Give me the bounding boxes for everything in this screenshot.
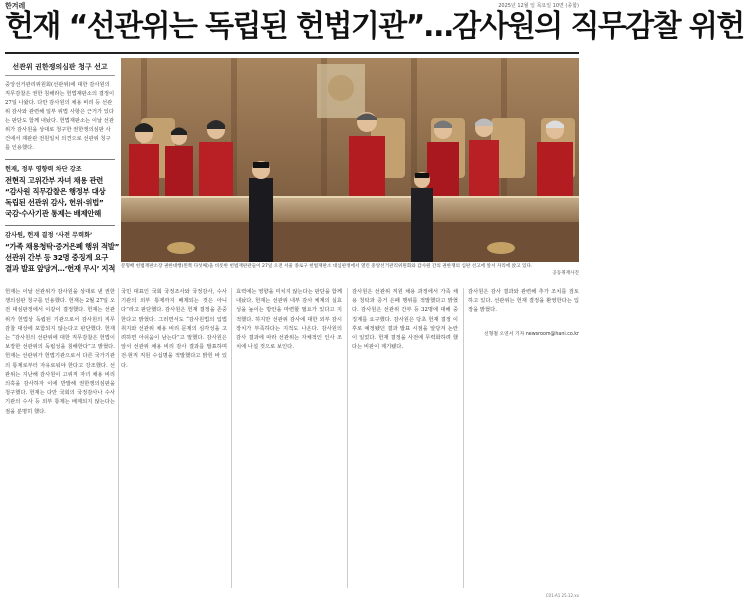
body-column-1: 헌재는 이날 선관위가 감사원을 상대로 낸 권한쟁의심판 청구를 인용했다. 헌재는 2월 27일 오전 대심판정에서 이같이 결정했다. 헌재는 선관위가 헌법상 독립된 기관으로서 감사원의 직무감찰 대상에 포함되지 않는다고 판단했다. 헌재는 “감사원의 선관위에 대한 직무감찰은 헌법이 보장한 선관위의 독립성을 침해한다”고 밝혔다. 헌재는 선관위가 헌법기관으로서 다른 국가기관의 통제로부터 자유로워야 한다고 강조했다. 선관위는 지난해 감사원이 고위직 자녀 채용 비리 의혹을 감사하자 이에 반발해 권한쟁의심판을 청구했다. 헌재는 다만 국회의 국정감사나 수사기관의 수사 등 외부 통제는 배제되지 않는다는 점을 분명히 했다.: [5, 289, 115, 415]
column-divider: [347, 288, 348, 588]
subhead-title-2: 감사원, 헌재 결정 ‘사전 무력화’: [5, 225, 115, 239]
sidebar-kicker: 선관위 권한쟁의심판 청구 선고: [5, 58, 115, 76]
column-divider: [231, 288, 232, 588]
subhead-line: 결과 발표 앞당겨…‘헌재 무시’ 지적: [5, 264, 116, 273]
column-divider: [118, 288, 119, 588]
column-divider: [463, 288, 464, 588]
body-column-2: 국민 대표인 국회 국정조사와 국정감사, 수사기관의 외부 통제까지 배제되는 것은 아니다”라고 판단했다. 감사원은 헌재 결정을 존중한다고 밝혔다. 그러면서도 “감사원법의 입법 취지와 선관위 채용 비리 문제의 심각성을 고려하면 아쉬움이 남는다”고 말했다. 감사원은 앞서 선관위 채용 비리 감사 결과를 발표하며 전·현직 직원 수십명을 적발했다고 밝힌 바 있다.: [121, 289, 227, 369]
body-column-3: 효력에는 영향을 미치지 않는다는 판단을 함께 내놨다. 헌재는 선관위 내부 감사 체계의 실효성을 높이는 방안을 마련할 필요가 있다고 지적했다. 하지만 선관위 감사에 대한 외부 감시 장치가 부족하다는 지적도 나온다. 감사원의 감사 결과에 따라 선관위는 자체적인 인사 조치에 나설 것으로 보인다.: [236, 289, 342, 351]
subhead-title-1: 헌재, 정부 영향력 차단 강조: [5, 159, 115, 173]
subhead-line: “가족 채용청탁·증거은폐 행위 적발”: [5, 242, 120, 251]
court-photo: [121, 58, 579, 262]
subhead-block-2: [5, 225, 120, 274]
page-footer: C01-A1 25.12.xx: [545, 593, 579, 598]
body-column-5: 감사원은 감사 결과와 관련해 추가 조치를 검토하고 있다. 선관위는 헌재 결정을 환영한다는 입장을 밝혔다.: [468, 289, 579, 314]
court-scene-illustration: [121, 58, 579, 262]
issue-info: 2025년 12월 일 목요일 10면 (종합): [498, 3, 579, 9]
subhead-block-1: [5, 159, 115, 219]
byline: 신형철 오연서 기자 newsroom@hani.co.kr: [484, 332, 579, 337]
caption-text: 문형배 헌법재판소장 권한대행(왼쪽 다섯째)을 비롯한 헌법재판관들이 27일 오전 서울 종로구 헌법재판소 대심판정에서 열린 중앙선거관리위원회와 감사원 간의 권한쟁의 심판 선고에 앞서 자리에 앉고 있다.: [121, 264, 533, 269]
photo-credit: 공동취재사진: [552, 270, 579, 276]
sidebar-lead: 중앙선거관리위원회(선관위)에 대한 감사원의 직무감찰은 권한 침해라는 헌법재판소의 결정이 27일 나왔다. 다만 감사원의 채용 비리 등 선관위 감사와 관련해 일부 위법 사항은 근거가 있다는 판단도 함께 내놨다. 헌법재판소는 이날 선관위가 감사원을 상대로 청구한 권한쟁의심판 사건에서 재판관 전원일치 의견으로 선관위 청구를 인용했다.: [5, 82, 115, 151]
photo-caption: [121, 264, 579, 277]
headline: 헌재 “선관위는 독립된 헌법기관”…감사원의 직무감찰 위헌: [5, 9, 744, 44]
subhead-line: 독립된 선관위 감사, 헌위·위법”: [5, 198, 104, 207]
subhead-line: “감사원 직무감찰은 행정부 대상: [5, 187, 106, 196]
body-column-4: 감사원은 선관위 직원 채용 과정에서 가족 채용 청탁과 증거 은폐 행위를 적발했다고 밝혔다. 감사원은 선관위 간부 등 32명에 대해 중징계를 요구했다. 감사원은 당초 헌재 결정 이후로 예정됐던 결과 발표 시점을 앞당겨 논란이 일었다. 헌재 결정을 사전에 무력화하려 했다는 비판이 제기됐다.: [352, 289, 458, 351]
subhead-line: 국감·수사기관 통제는 배제안해: [5, 209, 101, 218]
subhead-line: 전현직 고위간부 자녀 채용 관련: [5, 176, 104, 185]
headline-rule: [5, 52, 579, 54]
subhead-line: 선관위 간부 등 32명 중징계 요구: [5, 253, 109, 262]
brand-logo: 한겨레: [5, 2, 26, 10]
